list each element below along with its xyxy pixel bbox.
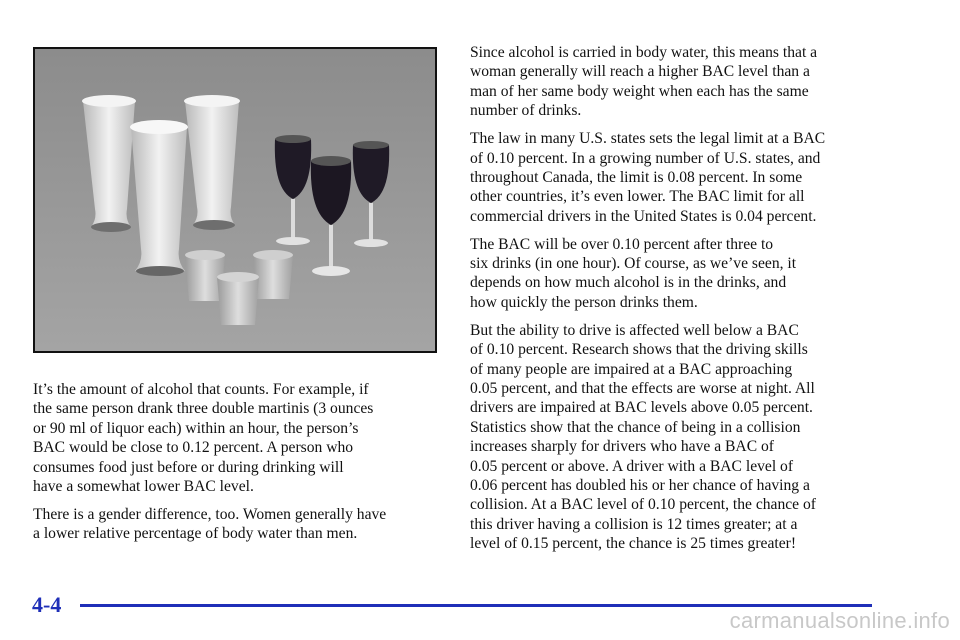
paragraph-legal-limit	[470, 129, 890, 226]
text-line: But the ability to drive is affected well below a BAC	[470, 321, 799, 339]
text-line: increases sharply for drivers who have a BAC of	[470, 438, 774, 456]
text-line: drivers are impaired at BAC levels above 0.05 percent.	[470, 399, 813, 417]
paragraph-alcohol-amount	[33, 380, 443, 496]
text-line: number of drinks.	[470, 102, 582, 120]
text-line: of many people are impaired at a BAC approaching	[470, 360, 793, 378]
shot-glass-right	[253, 250, 293, 299]
text-line: Statistics show that the chance of being in a collision	[470, 418, 801, 436]
right-column	[470, 43, 890, 562]
text-line: the same person drank three double martinis (3 ounces	[33, 400, 374, 418]
text-line: Since alcohol is carried in body water, this means that a	[470, 44, 818, 61]
shot-glass-front	[217, 272, 259, 325]
text-line: It’s the amount of alcohol that counts. For example, if	[33, 381, 369, 398]
text-line: BAC would be close to 0.12 percent. A person who	[33, 439, 354, 457]
paragraph-driving-impairment	[470, 321, 890, 554]
paragraph-drinks-count	[470, 235, 890, 313]
paragraph-gender-difference	[33, 505, 443, 544]
text-line: 0.05 percent or above. A driver with a BAC level of	[470, 457, 794, 475]
text-line: a lower relative percentage of body water than men.	[33, 525, 358, 543]
text-line: other countries, it’s even lower. The BAC limit for all	[470, 188, 805, 206]
text-line: The law in many U.S. states sets the legal limit at a BAC	[470, 130, 826, 148]
text-line: of 0.10 percent. Research shows that the driving skills	[470, 341, 808, 359]
page-number: 4-4	[32, 592, 62, 617]
text-line: depends on how much alcohol is in the drinks, and	[470, 274, 787, 292]
watermark: carmanualsonline.info	[729, 608, 950, 633]
paragraph-body-water	[470, 43, 890, 121]
footer-rule	[80, 604, 872, 607]
text-line: of 0.10 percent. In a growing number of U.S. states, and	[470, 149, 821, 167]
text-line: throughout Canada, the limit is 0.08 percent. In some	[470, 168, 803, 186]
text-line: The BAC will be over 0.10 percent after three to	[470, 235, 774, 253]
text-line: consumes food just before or during drinking will	[33, 458, 344, 476]
text-line: woman generally will reach a higher BAC level than a	[470, 63, 810, 81]
text-line: level of 0.15 percent, the chance is 25 times greater!	[470, 535, 797, 553]
text-line: or 90 ml of liquor each) within an hour, the person’s	[33, 419, 359, 437]
text-line: commercial drivers in the United States is 0.04 percent.	[470, 207, 817, 225]
text-line: man of her same body weight when each has the same	[470, 82, 809, 100]
text-line: six drinks (in one hour). Of course, as we’ve seen, it	[470, 255, 797, 273]
text-line: There is a gender difference, too. Women generally have	[33, 505, 387, 523]
text-line: collision. At a BAC level of 0.10 percent, the chance of	[470, 496, 816, 514]
text-line: 0.06 percent has doubled his or her chance of having a	[470, 477, 810, 495]
drinks-photo	[33, 47, 437, 353]
text-line: have a somewhat lower BAC level.	[33, 478, 254, 496]
text-line: how quickly the person drinks them.	[470, 293, 698, 311]
left-column	[33, 380, 443, 552]
glasses-illustration	[35, 49, 435, 351]
text-line: 0.05 percent, and that the effects are worse at night. All	[470, 380, 815, 397]
text-line: this driver having a collision is 12 times greater; at a	[470, 515, 798, 533]
